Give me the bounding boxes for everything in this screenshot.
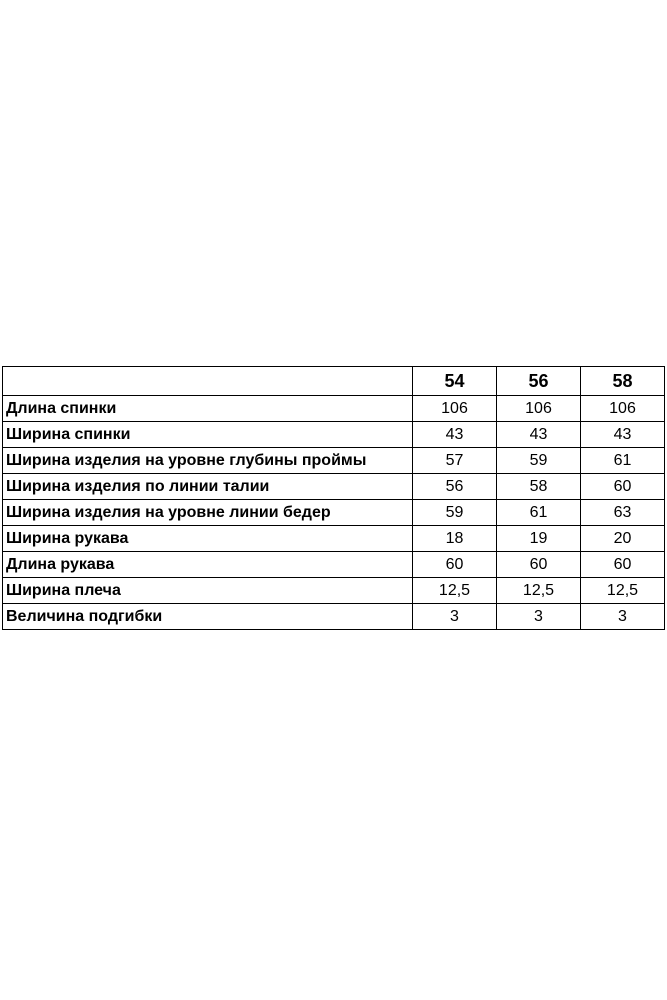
- row-label: Длина рукава: [3, 552, 413, 578]
- table-row: [3, 526, 665, 552]
- cell-value: 106: [581, 396, 665, 422]
- cell-value: 63: [581, 500, 665, 526]
- header-empty-cell: [3, 367, 413, 396]
- cell-value: 60: [413, 552, 497, 578]
- cell-value: 12,5: [581, 578, 665, 604]
- cell-value: 60: [581, 474, 665, 500]
- table-row: [3, 422, 665, 448]
- cell-value: 58: [497, 474, 581, 500]
- table-row: [3, 474, 665, 500]
- cell-value: 3: [581, 604, 665, 630]
- size-chart-table: [2, 366, 665, 630]
- cell-value: 3: [413, 604, 497, 630]
- cell-value: 60: [581, 552, 665, 578]
- cell-value: 43: [497, 422, 581, 448]
- cell-value: 43: [413, 422, 497, 448]
- row-label: Ширина изделия по линии талии: [3, 474, 413, 500]
- row-label: Ширина изделия на уровне глубины проймы: [3, 448, 413, 474]
- table-header-row: [3, 367, 665, 396]
- table-row: [3, 578, 665, 604]
- row-label: Длина спинки: [3, 396, 413, 422]
- cell-value: 3: [497, 604, 581, 630]
- cell-value: 59: [413, 500, 497, 526]
- cell-value: 19: [497, 526, 581, 552]
- row-label: Величина подгибки: [3, 604, 413, 630]
- cell-value: 43: [581, 422, 665, 448]
- cell-value: 12,5: [497, 578, 581, 604]
- cell-value: 57: [413, 448, 497, 474]
- table-row: [3, 396, 665, 422]
- cell-value: 59: [497, 448, 581, 474]
- cell-value: 56: [413, 474, 497, 500]
- row-label: Ширина изделия на уровне линии бедер: [3, 500, 413, 526]
- cell-value: 12,5: [413, 578, 497, 604]
- cell-value: 61: [581, 448, 665, 474]
- row-label: Ширина рукава: [3, 526, 413, 552]
- table-row: [3, 500, 665, 526]
- header-size-58: 58: [581, 367, 665, 396]
- header-size-54: 54: [413, 367, 497, 396]
- table-row: [3, 604, 665, 630]
- cell-value: 18: [413, 526, 497, 552]
- cell-value: 20: [581, 526, 665, 552]
- header-size-56: 56: [497, 367, 581, 396]
- row-label: Ширина плеча: [3, 578, 413, 604]
- row-label: Ширина спинки: [3, 422, 413, 448]
- cell-value: 106: [497, 396, 581, 422]
- table-row: [3, 448, 665, 474]
- cell-value: 60: [497, 552, 581, 578]
- table-row: [3, 552, 665, 578]
- cell-value: 61: [497, 500, 581, 526]
- cell-value: 106: [413, 396, 497, 422]
